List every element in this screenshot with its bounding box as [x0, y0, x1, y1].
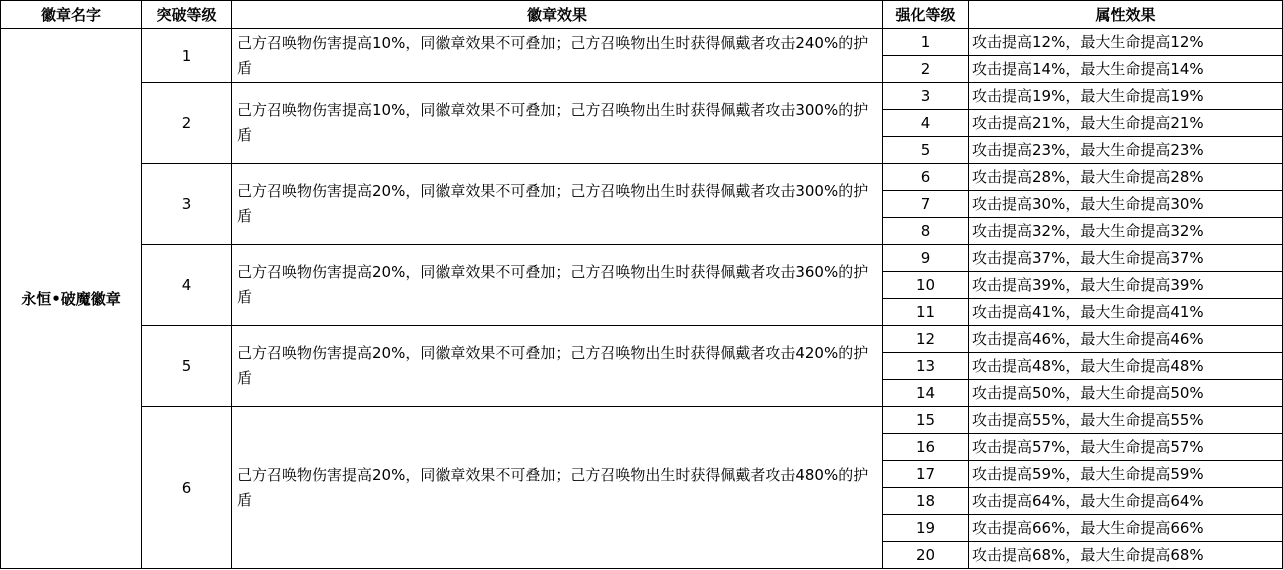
header-break-level: 突破等级 [142, 1, 232, 29]
badge-effect-cell: 己方召唤物伤害提高10%，同徽章效果不可叠加；己方召唤物出生时获得佩戴者攻击240%的护盾 [232, 29, 883, 83]
attribute-effect-cell: 攻击提高32%，最大生命提高32% [969, 218, 1283, 245]
enhance-level-cell: 3 [883, 83, 969, 110]
attribute-effect-cell: 攻击提高41%，最大生命提高41% [969, 299, 1283, 326]
attribute-effect-cell: 攻击提高59%，最大生命提高59% [969, 461, 1283, 488]
table-row [1, 326, 1283, 353]
badge-effect-cell: 己方召唤物伤害提高20%，同徽章效果不可叠加；己方召唤物出生时获得佩戴者攻击480%的护盾 [232, 407, 883, 569]
enhance-level-cell: 13 [883, 353, 969, 380]
break-level-cell: 1 [142, 29, 232, 83]
table-row [1, 83, 1283, 110]
enhance-level-cell: 7 [883, 191, 969, 218]
enhance-level-cell: 19 [883, 515, 969, 542]
attribute-effect-cell: 攻击提高39%，最大生命提高39% [969, 272, 1283, 299]
badge-effect-cell: 己方召唤物伤害提高20%，同徽章效果不可叠加；己方召唤物出生时获得佩戴者攻击360%的护盾 [232, 245, 883, 326]
enhance-level-cell: 1 [883, 29, 969, 56]
header-badge-effect: 徽章效果 [232, 1, 883, 29]
enhance-level-cell: 17 [883, 461, 969, 488]
attribute-effect-cell: 攻击提高14%，最大生命提高14% [969, 56, 1283, 83]
attribute-effect-cell: 攻击提高64%，最大生命提高64% [969, 488, 1283, 515]
attribute-effect-cell: 攻击提高55%，最大生命提高55% [969, 407, 1283, 434]
attribute-effect-cell: 攻击提高23%，最大生命提高23% [969, 137, 1283, 164]
break-level-cell: 3 [142, 164, 232, 245]
enhance-level-cell: 14 [883, 380, 969, 407]
table-header-row [1, 1, 1283, 29]
attribute-effect-cell: 攻击提高46%，最大生命提高46% [969, 326, 1283, 353]
enhance-level-cell: 2 [883, 56, 969, 83]
break-level-cell: 6 [142, 407, 232, 569]
enhance-level-cell: 4 [883, 110, 969, 137]
break-level-cell: 4 [142, 245, 232, 326]
table-row [1, 164, 1283, 191]
enhance-level-cell: 12 [883, 326, 969, 353]
badge-effect-cell: 己方召唤物伤害提高20%，同徽章效果不可叠加；己方召唤物出生时获得佩戴者攻击300%的护盾 [232, 164, 883, 245]
badge-name-cell: 永恒•破魔徽章 [1, 29, 142, 569]
enhance-level-cell: 10 [883, 272, 969, 299]
attribute-effect-cell: 攻击提高37%，最大生命提高37% [969, 245, 1283, 272]
enhance-level-cell: 6 [883, 164, 969, 191]
attribute-effect-cell: 攻击提高21%，最大生命提高21% [969, 110, 1283, 137]
header-attribute-effect: 属性效果 [969, 1, 1283, 29]
enhance-level-cell: 5 [883, 137, 969, 164]
header-enhance-level: 强化等级 [883, 1, 969, 29]
badge-effect-cell: 己方召唤物伤害提高10%，同徽章效果不可叠加；己方召唤物出生时获得佩戴者攻击300%的护盾 [232, 83, 883, 164]
break-level-cell: 2 [142, 83, 232, 164]
enhance-level-cell: 20 [883, 542, 969, 569]
attribute-effect-cell: 攻击提高30%，最大生命提高30% [969, 191, 1283, 218]
attribute-effect-cell: 攻击提高28%，最大生命提高28% [969, 164, 1283, 191]
attribute-effect-cell: 攻击提高48%，最大生命提高48% [969, 353, 1283, 380]
attribute-effect-cell: 攻击提高50%，最大生命提高50% [969, 380, 1283, 407]
table-row [1, 407, 1283, 434]
attribute-effect-cell: 攻击提高12%，最大生命提高12% [969, 29, 1283, 56]
enhance-level-cell: 15 [883, 407, 969, 434]
table-row [1, 245, 1283, 272]
enhance-level-cell: 8 [883, 218, 969, 245]
enhance-level-cell: 16 [883, 434, 969, 461]
enhance-level-cell: 9 [883, 245, 969, 272]
header-badge-name: 徽章名字 [1, 1, 142, 29]
badge-effect-cell: 己方召唤物伤害提高20%，同徽章效果不可叠加；己方召唤物出生时获得佩戴者攻击420%的护盾 [232, 326, 883, 407]
attribute-effect-cell: 攻击提高57%，最大生命提高57% [969, 434, 1283, 461]
enhance-level-cell: 18 [883, 488, 969, 515]
break-level-cell: 5 [142, 326, 232, 407]
attribute-effect-cell: 攻击提高68%，最大生命提高68% [969, 542, 1283, 569]
table-row [1, 29, 1283, 56]
enhance-level-cell: 11 [883, 299, 969, 326]
attribute-effect-cell: 攻击提高66%，最大生命提高66% [969, 515, 1283, 542]
attribute-effect-cell: 攻击提高19%，最大生命提高19% [969, 83, 1283, 110]
